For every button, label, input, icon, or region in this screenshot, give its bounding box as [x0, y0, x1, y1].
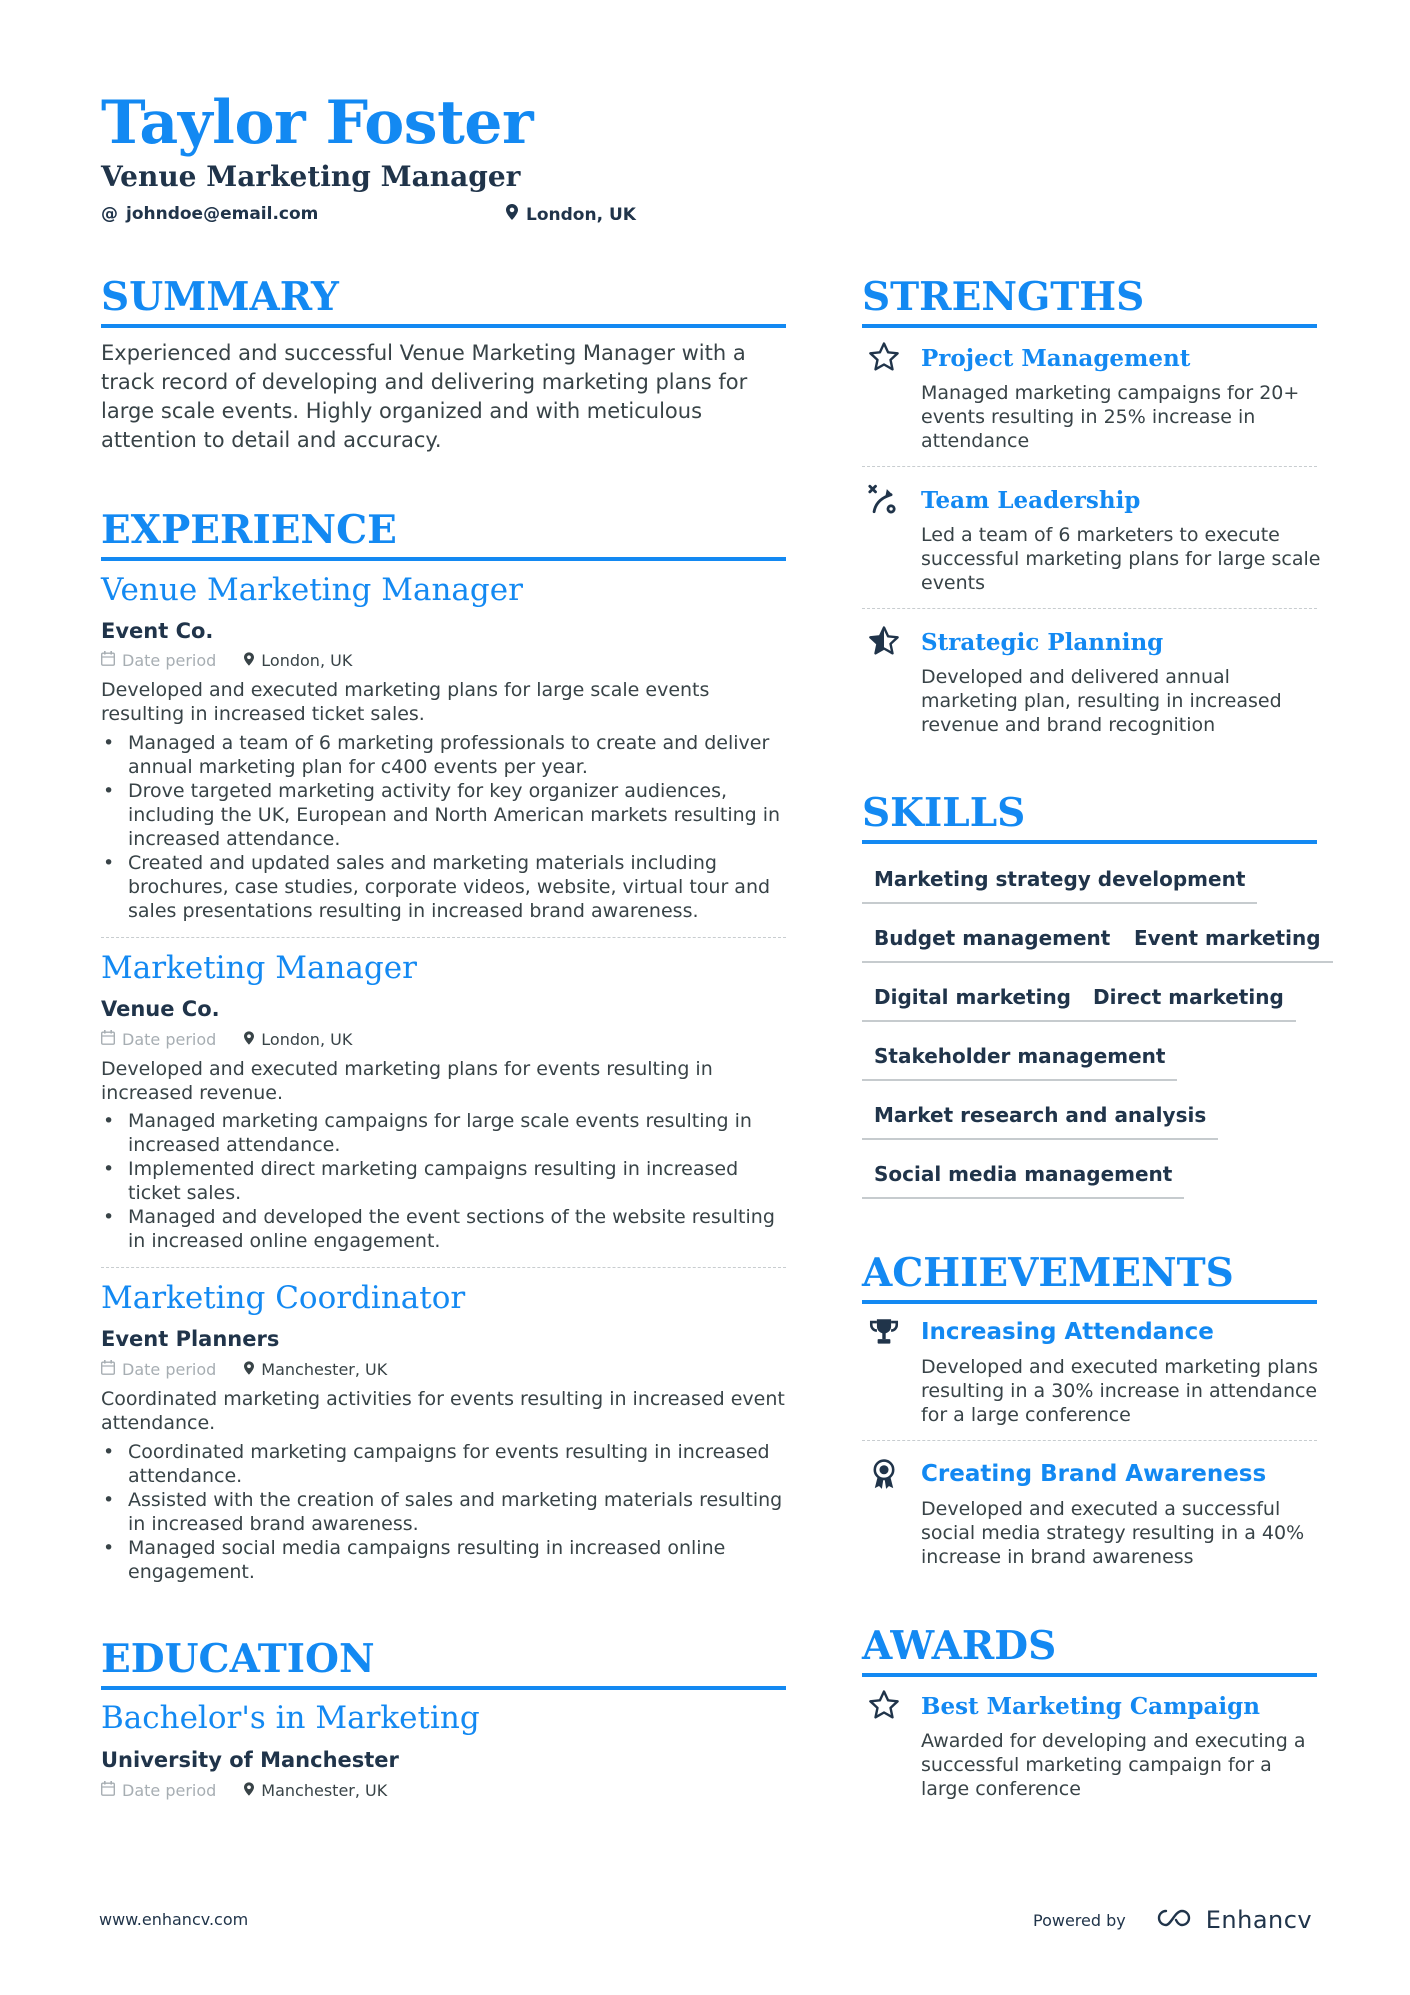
- calendar-icon: [101, 651, 115, 670]
- bullet-item: • Managed marketing campaigns for large scale events resulting in increased attendance.: [101, 1109, 791, 1157]
- job-company: Event Co.: [101, 619, 214, 643]
- job-company: Event Planners: [101, 1327, 280, 1351]
- education-meta: [101, 1781, 387, 1800]
- location-pin-icon: [244, 1031, 254, 1049]
- divider: [101, 1267, 786, 1268]
- achievement-description: Developed and executed a successful social media strategy resulting in a 40% increase in brand awareness: [921, 1498, 1305, 1568]
- job-company: Venue Co.: [101, 997, 220, 1021]
- strength-title: Strategic Planning: [921, 629, 1164, 656]
- date-text: Date period: [122, 1030, 217, 1049]
- job-title: Marketing Coordinator: [101, 1280, 466, 1316]
- strength-description: Developed and delivered annual marketing plan, resulting in increased revenue and brand recognition: [921, 666, 1282, 736]
- awards-heading: AWARDS: [862, 1621, 1317, 1677]
- achievement-title: Increasing Attendance: [921, 1319, 1214, 1345]
- job-description: Developed and executed marketing plans for events resulting in increased revenue.: [101, 1058, 713, 1104]
- contact-location: [506, 204, 636, 225]
- enhancv-logo-icon: [1152, 1906, 1198, 1934]
- location-pin-icon: [506, 204, 518, 225]
- bullet-item: • Managed and developed the event sections of the website resulting in increased online engagement.: [101, 1205, 791, 1253]
- divider: [862, 608, 1317, 609]
- footer-powered: [1033, 1906, 1312, 1934]
- date-text: Date period: [122, 1781, 217, 1800]
- trophy-icon: [866, 1314, 902, 1350]
- skill-tag: Market research and analysis: [862, 1102, 1218, 1140]
- job-meta: [101, 1030, 352, 1049]
- bullet-item: • Coordinated marketing campaigns for events resulting in increased attendance.: [101, 1440, 791, 1488]
- location-text: Manchester, UK: [261, 1360, 388, 1379]
- candidate-name: Taylor Foster: [101, 88, 534, 158]
- calendar-icon: [101, 1781, 115, 1800]
- strength-description: Managed marketing campaigns for 20+ events resulting in 25% increase in attendance: [921, 382, 1300, 452]
- date-text: Date period: [122, 1360, 217, 1379]
- email-text: johndoe@email.com: [126, 204, 319, 224]
- strength-description: Led a team of 6 marketers to execute successful marketing plans for large scale events: [921, 524, 1321, 594]
- job-bullets: [101, 1109, 791, 1253]
- skill-tag: Budget management: [862, 925, 1122, 963]
- experience-heading: EXPERIENCE: [101, 505, 786, 561]
- location-pin-icon: [244, 1782, 254, 1800]
- summary-text: Experienced and successful Venue Marketing Manager with a track record of developing and delivering marketing plans for large scale events. Highly organized and with meticulous attention to detail and accuracy.: [101, 341, 748, 452]
- brand-logo[interactable]: [1152, 1906, 1312, 1934]
- star-outline-icon: [866, 339, 902, 375]
- location-text: Manchester, UK: [261, 1781, 388, 1800]
- star-half-icon: [866, 623, 902, 659]
- education-heading: EDUCATION: [101, 1634, 786, 1690]
- job-description: Coordinated marketing activities for events resulting in increased event attendance.: [101, 1388, 785, 1434]
- skill-tag: Digital marketing: [862, 984, 1083, 1022]
- skill-tag: Event marketing: [1122, 925, 1333, 963]
- divider: [862, 466, 1317, 467]
- strength-title: Project Management: [921, 345, 1191, 372]
- divider: [862, 1440, 1317, 1441]
- skill-tag: Social media management: [862, 1161, 1184, 1199]
- achievements-heading: ACHIEVEMENTS: [862, 1248, 1317, 1304]
- at-sign-icon: @: [101, 204, 118, 224]
- bullet-item: • Drove targeted marketing activity for key organizer audiences, including the UK, European and North American markets resulting in increased attendance.: [101, 779, 791, 851]
- footer-website[interactable]: www.enhancv.com: [99, 1910, 249, 1929]
- strategy-play-icon: [866, 481, 902, 517]
- job-meta: [101, 1360, 387, 1379]
- skill-tag: Direct marketing: [1081, 984, 1296, 1022]
- job-title: Venue Marketing Manager: [101, 572, 523, 608]
- powered-by-label: Powered by: [1033, 1910, 1126, 1930]
- skill-tag: Stakeholder management: [862, 1043, 1177, 1081]
- brand-name: Enhancv: [1205, 1906, 1313, 1934]
- divider: [101, 937, 786, 938]
- bullet-item: • Managed a team of 6 marketing professionals to create and deliver annual marketing plan for c400 events per year.: [101, 731, 791, 779]
- school-name: University of Manchester: [101, 1748, 399, 1772]
- strength-title: Team Leadership: [921, 487, 1141, 514]
- calendar-icon: [101, 1360, 115, 1379]
- star-outline-icon: [866, 1687, 902, 1723]
- location-pin-icon: [244, 652, 254, 670]
- job-meta: [101, 651, 352, 670]
- job-bullets: [101, 1440, 791, 1584]
- award-ribbon-icon: [866, 1456, 902, 1492]
- skills-heading: SKILLS: [862, 788, 1317, 844]
- achievement-title: Creating Brand Awareness: [921, 1461, 1267, 1487]
- summary-heading: SUMMARY: [101, 272, 786, 328]
- job-description: Developed and executed marketing plans for large scale events resulting in increased ticket sales.: [101, 679, 710, 725]
- contact-email[interactable]: [101, 204, 318, 224]
- achievement-description: Developed and executed marketing plans resulting in a 30% increase in attendance for a large conference: [921, 1356, 1318, 1426]
- location-pin-icon: [244, 1361, 254, 1379]
- date-text: Date period: [122, 651, 217, 670]
- calendar-icon: [101, 1030, 115, 1049]
- award-title: Best Marketing Campaign: [921, 1693, 1260, 1720]
- job-title: Marketing Manager: [101, 950, 417, 986]
- bullet-item: • Assisted with the creation of sales and marketing materials resulting in increased brand awareness.: [101, 1488, 791, 1536]
- location-text: London, UK: [526, 204, 636, 225]
- strengths-heading: STRENGTHS: [862, 272, 1317, 328]
- bullet-item: • Managed social media campaigns resulting in increased online engagement.: [101, 1536, 791, 1584]
- skill-tag: Marketing strategy development: [862, 866, 1257, 904]
- degree-title: Bachelor's in Marketing: [101, 1700, 480, 1736]
- award-description: Awarded for developing and executing a successful marketing campaign for a large conference: [921, 1730, 1306, 1800]
- bullet-item: • Implemented direct marketing campaigns resulting in increased ticket sales.: [101, 1157, 791, 1205]
- bullet-item: • Created and updated sales and marketing materials including brochures, case studies, corporate videos, website, virtual tour and sales presentations resulting in increased brand awareness.: [101, 851, 791, 923]
- job-bullets: [101, 731, 791, 923]
- location-text: London, UK: [261, 651, 353, 670]
- candidate-title: Venue Marketing Manager: [101, 160, 521, 193]
- location-text: London, UK: [261, 1030, 353, 1049]
